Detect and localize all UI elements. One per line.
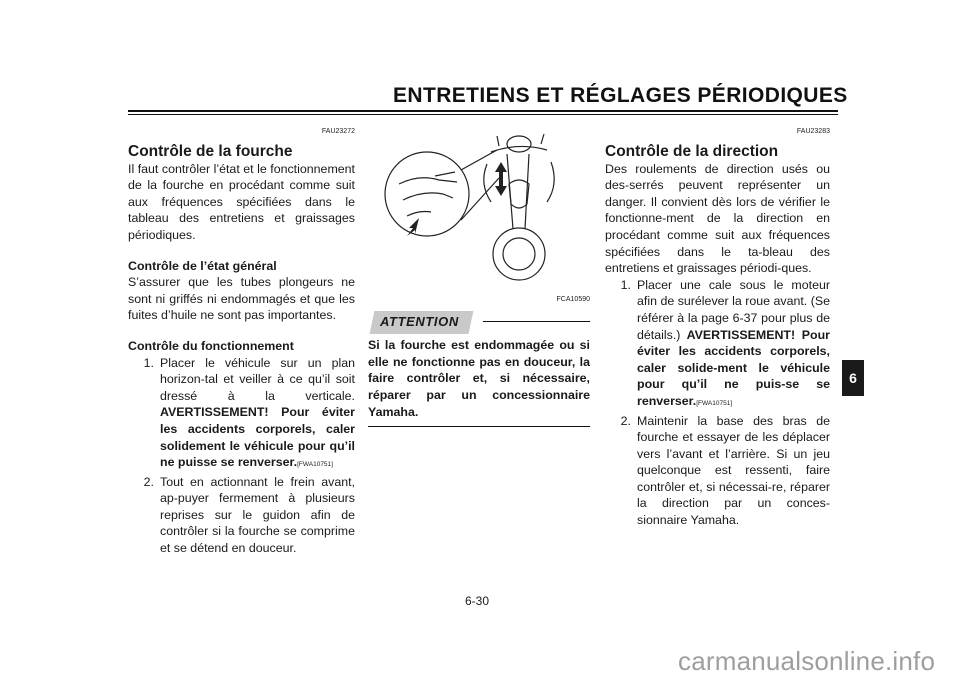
page-number: 6-30 — [465, 594, 490, 608]
header-rule — [128, 110, 838, 112]
fork-check-column — [128, 124, 355, 557]
step-number: 1. — [143, 355, 154, 370]
subsection-heading-operation: Contrôle du fonctionnement — [128, 338, 294, 353]
steps-list — [605, 277, 830, 529]
step-text: Maintenir la base des bras de fourche et essayer de les déplacer vers l’avant et l’arrière. Si un jeu quelconque est ressenti, faire contrôler et, si nécessai-re, réparer la direction par un conces-sionnaire Yamaha. — [637, 413, 830, 528]
header-rule-thin — [128, 114, 838, 115]
caution-text: Si la fourche est endommagée ou si elle ne fonctionne pas en douceur, la faire contrôler et, si nécessaire, réparer par un concessionnaire Yamaha. — [368, 338, 590, 419]
caution-code: FCA10590 — [556, 296, 590, 303]
section-code: FAU23283 — [796, 128, 830, 135]
caution-bottom-rule — [368, 426, 590, 427]
caution-badge — [370, 311, 474, 334]
section-title: Contrôle de la fourche — [128, 142, 293, 160]
intro-text: Des roulements de direction usés ou des-serrés peuvent représenter un danger. Il convient dès lors de vérifier le fonctionne-ment de la direction en procédant comme suit aux fréquences spécifiées dans le ta-bleau des entretiens et graissages périodi-ques. — [605, 161, 830, 276]
list-item — [605, 277, 830, 413]
list-item — [605, 413, 830, 529]
step-number: 2. — [143, 474, 154, 489]
fork-check-illustration — [379, 124, 579, 284]
caution-rule — [483, 321, 590, 322]
step-body: Placer une cale sous le moteur afin de surélever la roue avant. (Se référer à la page 6-37 pour plus de détails.) — [637, 277, 830, 342]
warning-ref: [FWA10751] — [297, 461, 333, 469]
intro-text: Il faut contrôler l’état et le fonctionnement de la fourche en procédant comme suit aux fréquences spécifiées dans le tableau des entretiens et graissages périodiques. — [128, 161, 355, 242]
warning-ref: [FWA10751] — [696, 399, 733, 407]
section-code: FAU23272 — [321, 128, 355, 135]
step-text: Tout en actionnant le frein avant, ap-puyer fermement à plusieurs reprises sur le guidon afin de contrôler si la fourche se comprime et se détend en douceur. — [160, 474, 355, 556]
step-text — [637, 277, 830, 413]
section-title: Contrôle de la direction — [605, 142, 779, 160]
chapter-tab: 6 — [842, 360, 864, 396]
step-number: 1. — [620, 277, 631, 292]
steering-check-column — [605, 124, 830, 529]
warning-text: AVERTISSEMENT! Pour éviter les accidents corporels, caler solidement le véhicule pour qu’il ne puisse se renverser. — [160, 405, 355, 470]
steps-list — [128, 355, 355, 557]
list-item — [128, 355, 355, 474]
caution-header — [368, 311, 590, 334]
step-text — [160, 355, 355, 474]
page-header-title: ENTRETIENS ET RÉGLAGES PÉRIODIQUES — [393, 84, 848, 107]
caution-label: ATTENTION — [380, 313, 459, 329]
general-text: S’assurer que les tubes plongeurs ne sont ni griffés ni endommagés et que les fuites d’huile ne sont pas importantes. — [128, 275, 355, 323]
illustration-column — [368, 124, 590, 427]
step-body: Placer le véhicule sur un plan horizon-tal et veiller à ce qu’il soit dressé à la verticale. — [160, 355, 355, 403]
warning-text: AVERTISSEMENT! Pour éviter les accidents corporels, caler solide-ment le véhicule pour qu’il ne puis-se se renverser. — [637, 327, 830, 408]
watermark: carmanualsonline.info — [678, 646, 936, 676]
list-item — [128, 474, 355, 557]
subsection-heading-general: Contrôle de l’état général — [128, 258, 277, 273]
step-number: 2. — [620, 413, 631, 428]
